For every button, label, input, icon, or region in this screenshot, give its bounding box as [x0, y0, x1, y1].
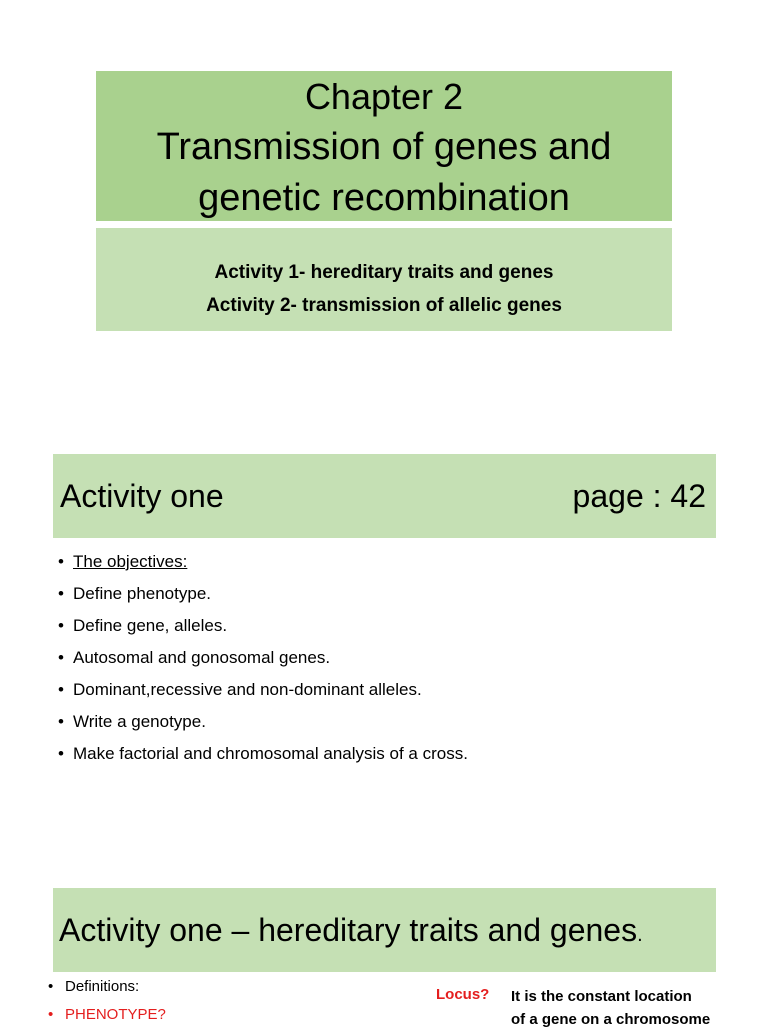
hereditary-traits-title: Activity one – hereditary traits and genes.: [59, 912, 643, 948]
activities-box: [96, 228, 672, 331]
activity-1-label: Activity 1- hereditary traits and genes: [214, 262, 554, 283]
objective-item: • Define phenotype.: [58, 580, 468, 612]
objective-item: • Write a genotype.: [58, 708, 468, 740]
locus-answer: It is the constant location of a gene on a chromosome: [511, 988, 711, 1028]
activity-2-label: Activity 2- transmission of allelic genes: [206, 295, 562, 316]
chapter-title-box: [96, 71, 672, 221]
definitions-label: • Definitions:: [48, 973, 166, 1001]
objective-item: • Autosomal and gonosomal genes.: [58, 644, 468, 676]
chapter-title-line-3: genetic recombination: [198, 177, 570, 219]
locus-question: Locus?: [436, 986, 490, 1003]
objectives-list: [58, 548, 468, 772]
page-reference: page : 42: [572, 478, 706, 514]
objectives-heading: • The objectives:: [58, 548, 468, 580]
definitions-list: [48, 973, 166, 1029]
objective-item: • Make factorial and chromosomal analysis of a cross.: [58, 740, 468, 772]
objective-item: • Define gene, alleles.: [58, 612, 468, 644]
phenotype-question: • PHENOTYPE?: [48, 1001, 166, 1029]
chapter-title-line-2: Transmission of genes and: [156, 126, 612, 168]
activity-one-title: Activity one: [60, 478, 224, 514]
chapter-title-line-1: Chapter 2: [304, 76, 464, 117]
objective-item: • Dominant,recessive and non-dominant alleles.: [58, 676, 468, 708]
